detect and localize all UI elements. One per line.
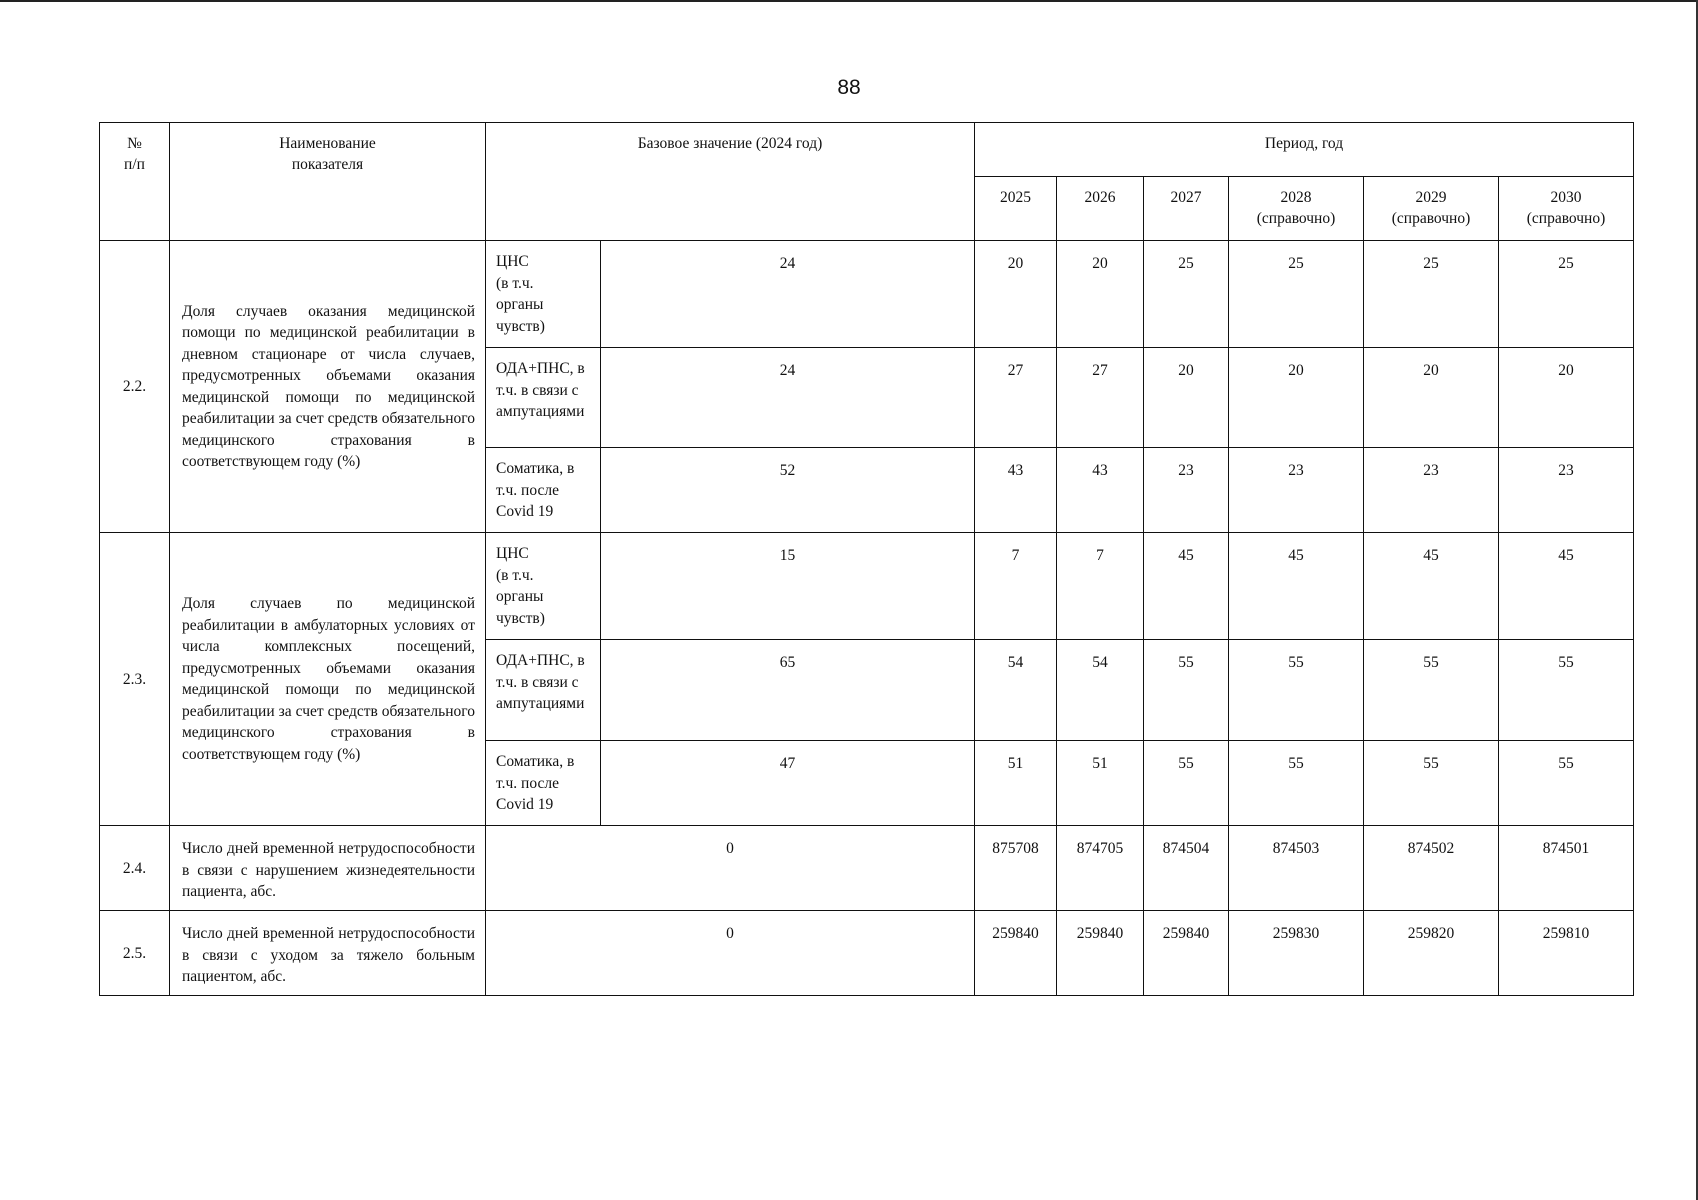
header-year: 2029 (справочно) xyxy=(1364,177,1499,241)
row-number: 2.5. xyxy=(100,911,170,996)
year-value: 874705 xyxy=(1057,826,1144,911)
row-number: 2.4. xyxy=(100,826,170,911)
page-number: 88 xyxy=(837,76,861,99)
year-value: 259840 xyxy=(1057,911,1144,996)
year-value: 55 xyxy=(1364,640,1499,741)
year-value: 25 xyxy=(1499,241,1634,348)
year-value: 23 xyxy=(1144,448,1229,533)
base-value: 24 xyxy=(601,241,975,348)
base-value: 0 xyxy=(486,911,975,996)
year-value: 55 xyxy=(1229,741,1364,826)
year-value: 27 xyxy=(975,348,1057,448)
year-value: 20 xyxy=(1057,241,1144,348)
subgroup-label: ЦНС (в т.ч. органы чувств) xyxy=(486,241,601,348)
year-value: 54 xyxy=(1057,640,1144,741)
header-year: 2028 (справочно) xyxy=(1229,177,1364,241)
year-value: 55 xyxy=(1144,741,1229,826)
year-value: 45 xyxy=(1364,533,1499,640)
base-value: 52 xyxy=(601,448,975,533)
header-year: 2025 xyxy=(975,177,1057,241)
table-row xyxy=(100,533,1634,640)
year-value: 55 xyxy=(1499,741,1634,826)
year-value: 7 xyxy=(1057,533,1144,640)
year-value: 23 xyxy=(1364,448,1499,533)
header-year: 2030 (справочно) xyxy=(1499,177,1634,241)
subgroup-label: ЦНС (в т.ч. органы чувств) xyxy=(486,533,601,640)
header-indicator-name: Наименование показателя xyxy=(170,123,486,241)
year-value: 259840 xyxy=(1144,911,1229,996)
year-value: 55 xyxy=(1144,640,1229,741)
year-value: 43 xyxy=(975,448,1057,533)
header-year: 2026 xyxy=(1057,177,1144,241)
year-value: 259810 xyxy=(1499,911,1634,996)
header-row-1 xyxy=(100,123,1634,177)
year-value: 874503 xyxy=(1229,826,1364,911)
year-value: 259830 xyxy=(1229,911,1364,996)
row-number: 2.3. xyxy=(100,533,170,826)
indicator-name: Доля случаев оказания медицинской помощи по медицинской реабилитации в дневном стационаре от числа случаев, предусмотренных объемами оказания медицинской помощи по медицинской реабилитации за счет средств обязательного медицинского страхования в соответствующем году (%) xyxy=(170,241,486,533)
year-value: 23 xyxy=(1499,448,1634,533)
year-value: 25 xyxy=(1364,241,1499,348)
year-value: 55 xyxy=(1229,640,1364,741)
year-value: 54 xyxy=(975,640,1057,741)
row-number: 2.2. xyxy=(100,241,170,533)
indicator-name: Число дней временной нетрудоспособности в связи с уходом за тяжело больным пациентом, абс. xyxy=(170,911,486,996)
indicator-name: Число дней временной нетрудоспособности в связи с нарушением жизнедеятельности пациента, абс. xyxy=(170,826,486,911)
year-value: 7 xyxy=(975,533,1057,640)
year-value: 20 xyxy=(1364,348,1499,448)
year-value: 875708 xyxy=(975,826,1057,911)
header-base-value: Базовое значение (2024 год) xyxy=(486,123,975,241)
indicator-name: Доля случаев по медицинской реабилитации в амбулаторных условиях от числа комплексных посещений, предусмотренных объемами оказания медицинской помощи по медицинской реабилитации за счет средств обязательного медицинского страхования в соответствующем году (%) xyxy=(170,533,486,826)
year-value: 20 xyxy=(1229,348,1364,448)
base-value: 47 xyxy=(601,741,975,826)
year-value: 874502 xyxy=(1364,826,1499,911)
base-value: 0 xyxy=(486,826,975,911)
table-row xyxy=(100,826,1634,911)
subgroup-label: Соматика, в т.ч. после Covid 19 xyxy=(486,741,601,826)
year-value: 874501 xyxy=(1499,826,1634,911)
year-value: 25 xyxy=(1144,241,1229,348)
year-value: 45 xyxy=(1229,533,1364,640)
base-value: 24 xyxy=(601,348,975,448)
year-value: 55 xyxy=(1364,741,1499,826)
base-value: 65 xyxy=(601,640,975,741)
year-value: 259820 xyxy=(1364,911,1499,996)
year-value: 259840 xyxy=(975,911,1057,996)
header-year: 2027 xyxy=(1144,177,1229,241)
subgroup-label: Соматика, в т.ч. после Covid 19 xyxy=(486,448,601,533)
header-number: № п/п xyxy=(100,123,170,241)
subgroup-label: ОДА+ПНС, в т.ч. в связи с ампутациями xyxy=(486,348,601,448)
year-value: 874504 xyxy=(1144,826,1229,911)
header-period: Период, год xyxy=(975,123,1634,177)
year-value: 20 xyxy=(1499,348,1634,448)
year-value: 43 xyxy=(1057,448,1144,533)
base-value: 15 xyxy=(601,533,975,640)
year-value: 25 xyxy=(1229,241,1364,348)
year-value: 45 xyxy=(1144,533,1229,640)
table-row xyxy=(100,241,1634,348)
year-value: 45 xyxy=(1499,533,1634,640)
year-value: 23 xyxy=(1229,448,1364,533)
year-value: 20 xyxy=(975,241,1057,348)
indicators-table xyxy=(99,122,1634,996)
year-value: 51 xyxy=(1057,741,1144,826)
year-value: 27 xyxy=(1057,348,1144,448)
year-value: 20 xyxy=(1144,348,1229,448)
scan-top-edge xyxy=(0,0,1698,2)
table-row xyxy=(100,911,1634,996)
year-value: 55 xyxy=(1499,640,1634,741)
subgroup-label: ОДА+ПНС, в т.ч. в связи с ампутациями xyxy=(486,640,601,741)
year-value: 51 xyxy=(975,741,1057,826)
